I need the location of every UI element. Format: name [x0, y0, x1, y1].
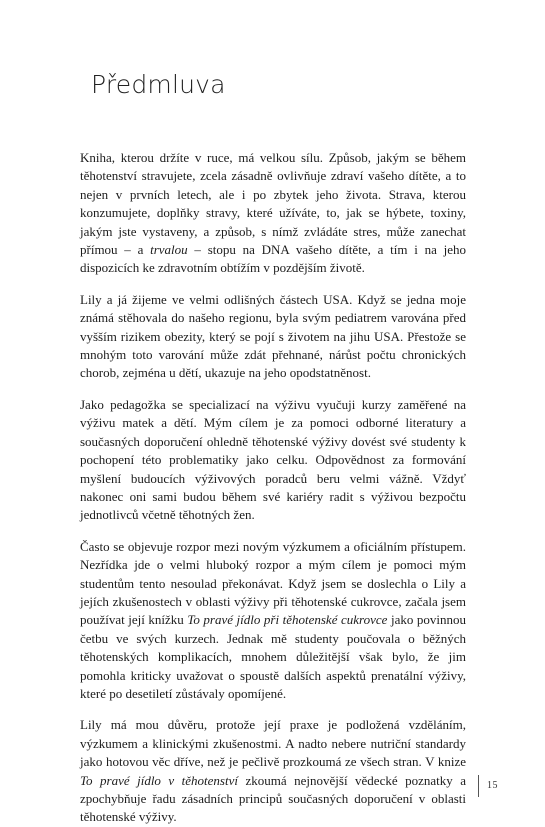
paragraph-4	[80, 538, 466, 704]
chapter-title: Předmluva	[91, 70, 226, 99]
paragraph-5-book-title: To pravé jídlo v těhotenství	[80, 772, 238, 788]
paragraph-4-text-1: Často se objevuje rozpor mezi novým výzkumem a oficiálním přístupem. Nezřídka jde o velmi hluboký rozpor a mým cílem je pomoci mým studentům tento nesoulad překonávat. Když jsem se doslechla o Lily a jejích zkušenostech v oblasti výživy při těhotenské cukrovce, začala jsem používat její knížku	[80, 538, 466, 628]
page-number-divider	[478, 775, 479, 797]
paragraph-1-text-2: – stopu na DNA vašeho dítěte, a tím i na jeho dispozicích ke zdravotním obtížím v pozdějším životě.	[80, 242, 467, 276]
paragraph-1-text-1: Kniha, kterou držíte v ruce, má velkou sílu. Způsob, jakým se během těhotenství stravujete, zcela zásadně ovlivňuje zdraví vašeho dítěte, a to nejen v prvních letech, ale i po zbytek jeho života. Strava, kterou konzumujete, doplňky stravy, které užíváte, to, jak se hýbete, toxiny, jakým jste vystaveny, a způsob, s nímž zvládáte stres, může zanechat přímou – a	[80, 150, 466, 258]
paragraph-1	[80, 149, 466, 278]
paragraph-2-text-1: Lily a já žijeme ve velmi odlišných částech USA. Když se jedna moje známá stěhovala do našeho regionu, byla svým pediatrem varována před vyšším rizikem obezity, který se pojí s životem na jihu USA. Přestože se mnohým toto varování může zdát přehnané, nárůst počtu chronických chorob, zejména u dětí, ukazuje na jeho opodstatněnost.	[80, 291, 466, 381]
paragraph-4-text-2: jako povinnou četbu ve svých kurzech. Jednak mě studenty poučovala o běžných těhotenských komplikacích, mnohem důležitější však bylo, že jim pomohla kriticky uvažovat o spoustě dalších aspektů prenatální výživy, které po desetiletí zůstávaly opomíjené.	[80, 612, 466, 701]
paragraph-5	[80, 716, 466, 826]
paragraph-2	[80, 291, 466, 383]
paragraph-3-text-1: Jako pedagožka se specializací na výživu vyučuji kurzy zaměřené na výživu matek a dětí. Mým cílem je za pomoci odborné literatury a současných doporučení ohledně těhotenské výživy dovést své studenty k pochopení této problematiky jako celku. Odpovědnost za formování myšlení budoucích výživových poradců beru velmi vážně. Vždyť nakonec oni sami budou během své kariéry radit s výživou bezpočtu jednotlivců včetně těhotných žen.	[80, 396, 466, 523]
page-number: 15	[487, 780, 498, 791]
body-text	[80, 149, 466, 827]
paragraph-1-emphasis: trvalou	[150, 242, 188, 258]
paragraph-3	[80, 396, 466, 525]
paragraph-4-book-title: To pravé jídlo při těhotenské cukrovce	[187, 612, 388, 628]
paragraph-5-text-2: zkoumá nejnovější vědecké poznatky a zpochybňuje řadu zásadních principů současných doporučení v oblasti těhotenské výživy.	[80, 772, 467, 825]
paragraph-5-text-1: Lily má mou důvěru, protože její praxe je podložená vzděláním, výzkumem a klinickými zkušenostmi. A nadto nebere nutriční standardy jako hotovou věc dříve, než je pečlivě prozkoumá ze všech stran. V knize	[80, 717, 466, 770]
